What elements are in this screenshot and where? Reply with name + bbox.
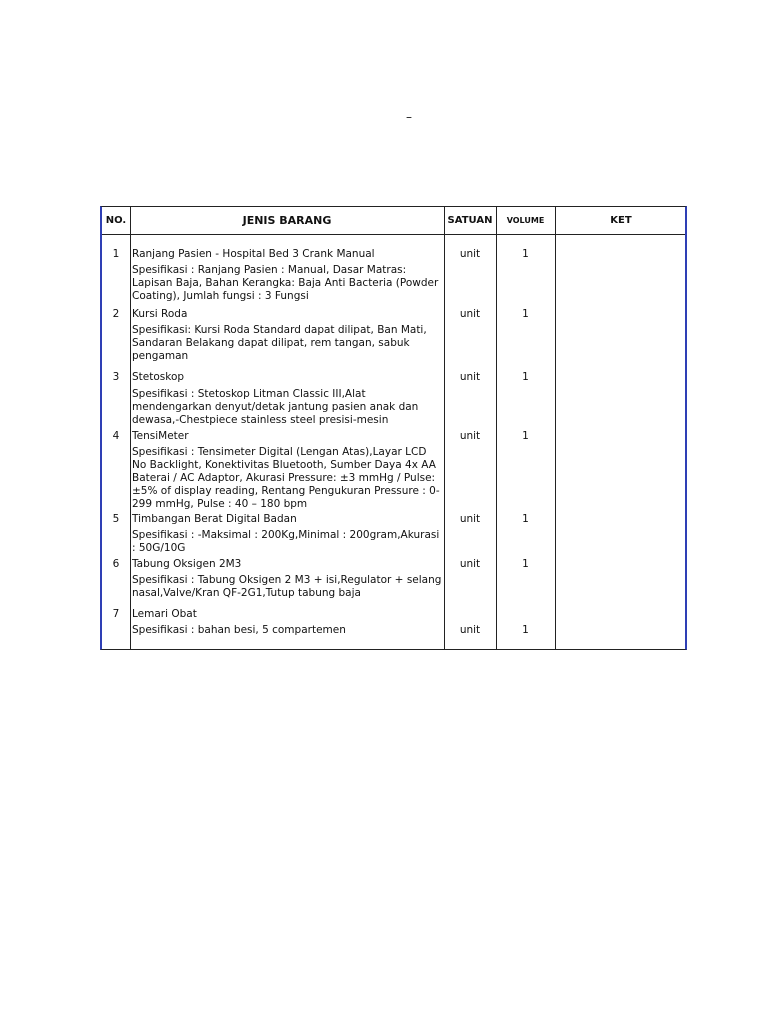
row-number: 3 [112,371,120,383]
item-unit: unit [459,558,481,570]
item-volume: 1 [522,248,529,260]
item-unit: unit [459,248,481,260]
header-divider [102,234,685,235]
item-spec: Spesifikasi : Ranjang Pasien : Manual, Dasar Matras: Lapisan Baja, Bahan Kerangka: Baja Anti Bacteria (Powder Coating), Jumlah fungsi : 3 Fungsi [132,264,439,302]
item-unit: unit [459,371,481,383]
item-name: Tabung Oksigen 2M3 [132,558,242,570]
row-number: 5 [112,513,120,525]
column-divider [130,207,131,649]
item-spec: Spesifikasi : -Maksimal : 200Kg,Minimal : 200gram,Akurasi : 50G/10G [132,529,440,554]
item-volume: 1 [522,513,529,525]
page-dash: – [406,110,412,124]
item-unit: unit [459,430,481,442]
item-volume: 1 [522,624,529,636]
item-spec: Spesifikasi : Tensimeter Digital (Lengan Atas),Layar LCD No Backlight, Konektivitas Bluetooth, Sumber Daya 4x AA Baterai / AC Adaptor, Akurasi Pressure: ±3 mmHg / Pulse: ±5% of display reading, Rentang Pengukuran Pressure : 0-299 mmHg, Pulse : 40 – 180 bpm [132,446,440,510]
item-volume: 1 [522,371,529,383]
item-name: Ranjang Pasien - Hospital Bed 3 Crank Manual [132,248,375,260]
item-volume: 1 [522,430,529,442]
header-satuan: SATUAN [447,215,493,226]
item-spec: Spesifikasi : Stetoskop Litman Classic III,Alat mendengarkan denyut/detak jantung pasien anak dan dewasa,-Chestpiece stainless steel presisi-mesin [132,388,419,426]
item-volume: 1 [522,308,529,320]
header-no: NO. [105,215,127,226]
item-spec: Spesifikasi : Tabung Oksigen 2 M3 + isi,Regulator + selang nasal,Valve/Kran QF-2G1,Tutup tabung baja [132,574,442,599]
item-spec: Spesifikasi: Kursi Roda Standard dapat dilipat, Ban Mati, Sandaran Belakang dapat dilipat, rem tangan, sabuk pengaman [132,324,427,362]
item-name: Lemari Obat [132,608,197,620]
row-number: 6 [112,558,120,570]
row-number: 7 [112,608,120,620]
item-unit: unit [459,624,481,636]
header-ket: KET [610,215,632,226]
column-divider [496,207,497,649]
row-number: 1 [112,248,120,260]
header-volume: VOLUME [506,216,545,225]
item-spec: Spesifikasi : bahan besi, 5 compartemen [132,624,346,636]
item-name: TensiMeter [132,430,189,442]
item-volume: 1 [522,558,529,570]
item-unit: unit [459,308,481,320]
column-divider [555,207,556,649]
item-name: Kursi Roda [132,308,188,320]
row-number: 4 [112,430,120,442]
item-name: Timbangan Berat Digital Badan [132,513,297,525]
header-jenis-barang: JENIS BARANG [242,214,332,227]
item-table [100,206,687,650]
column-divider [444,207,445,649]
item-name: Stetoskop [132,371,185,383]
row-number: 2 [112,308,120,320]
item-unit: unit [459,513,481,525]
